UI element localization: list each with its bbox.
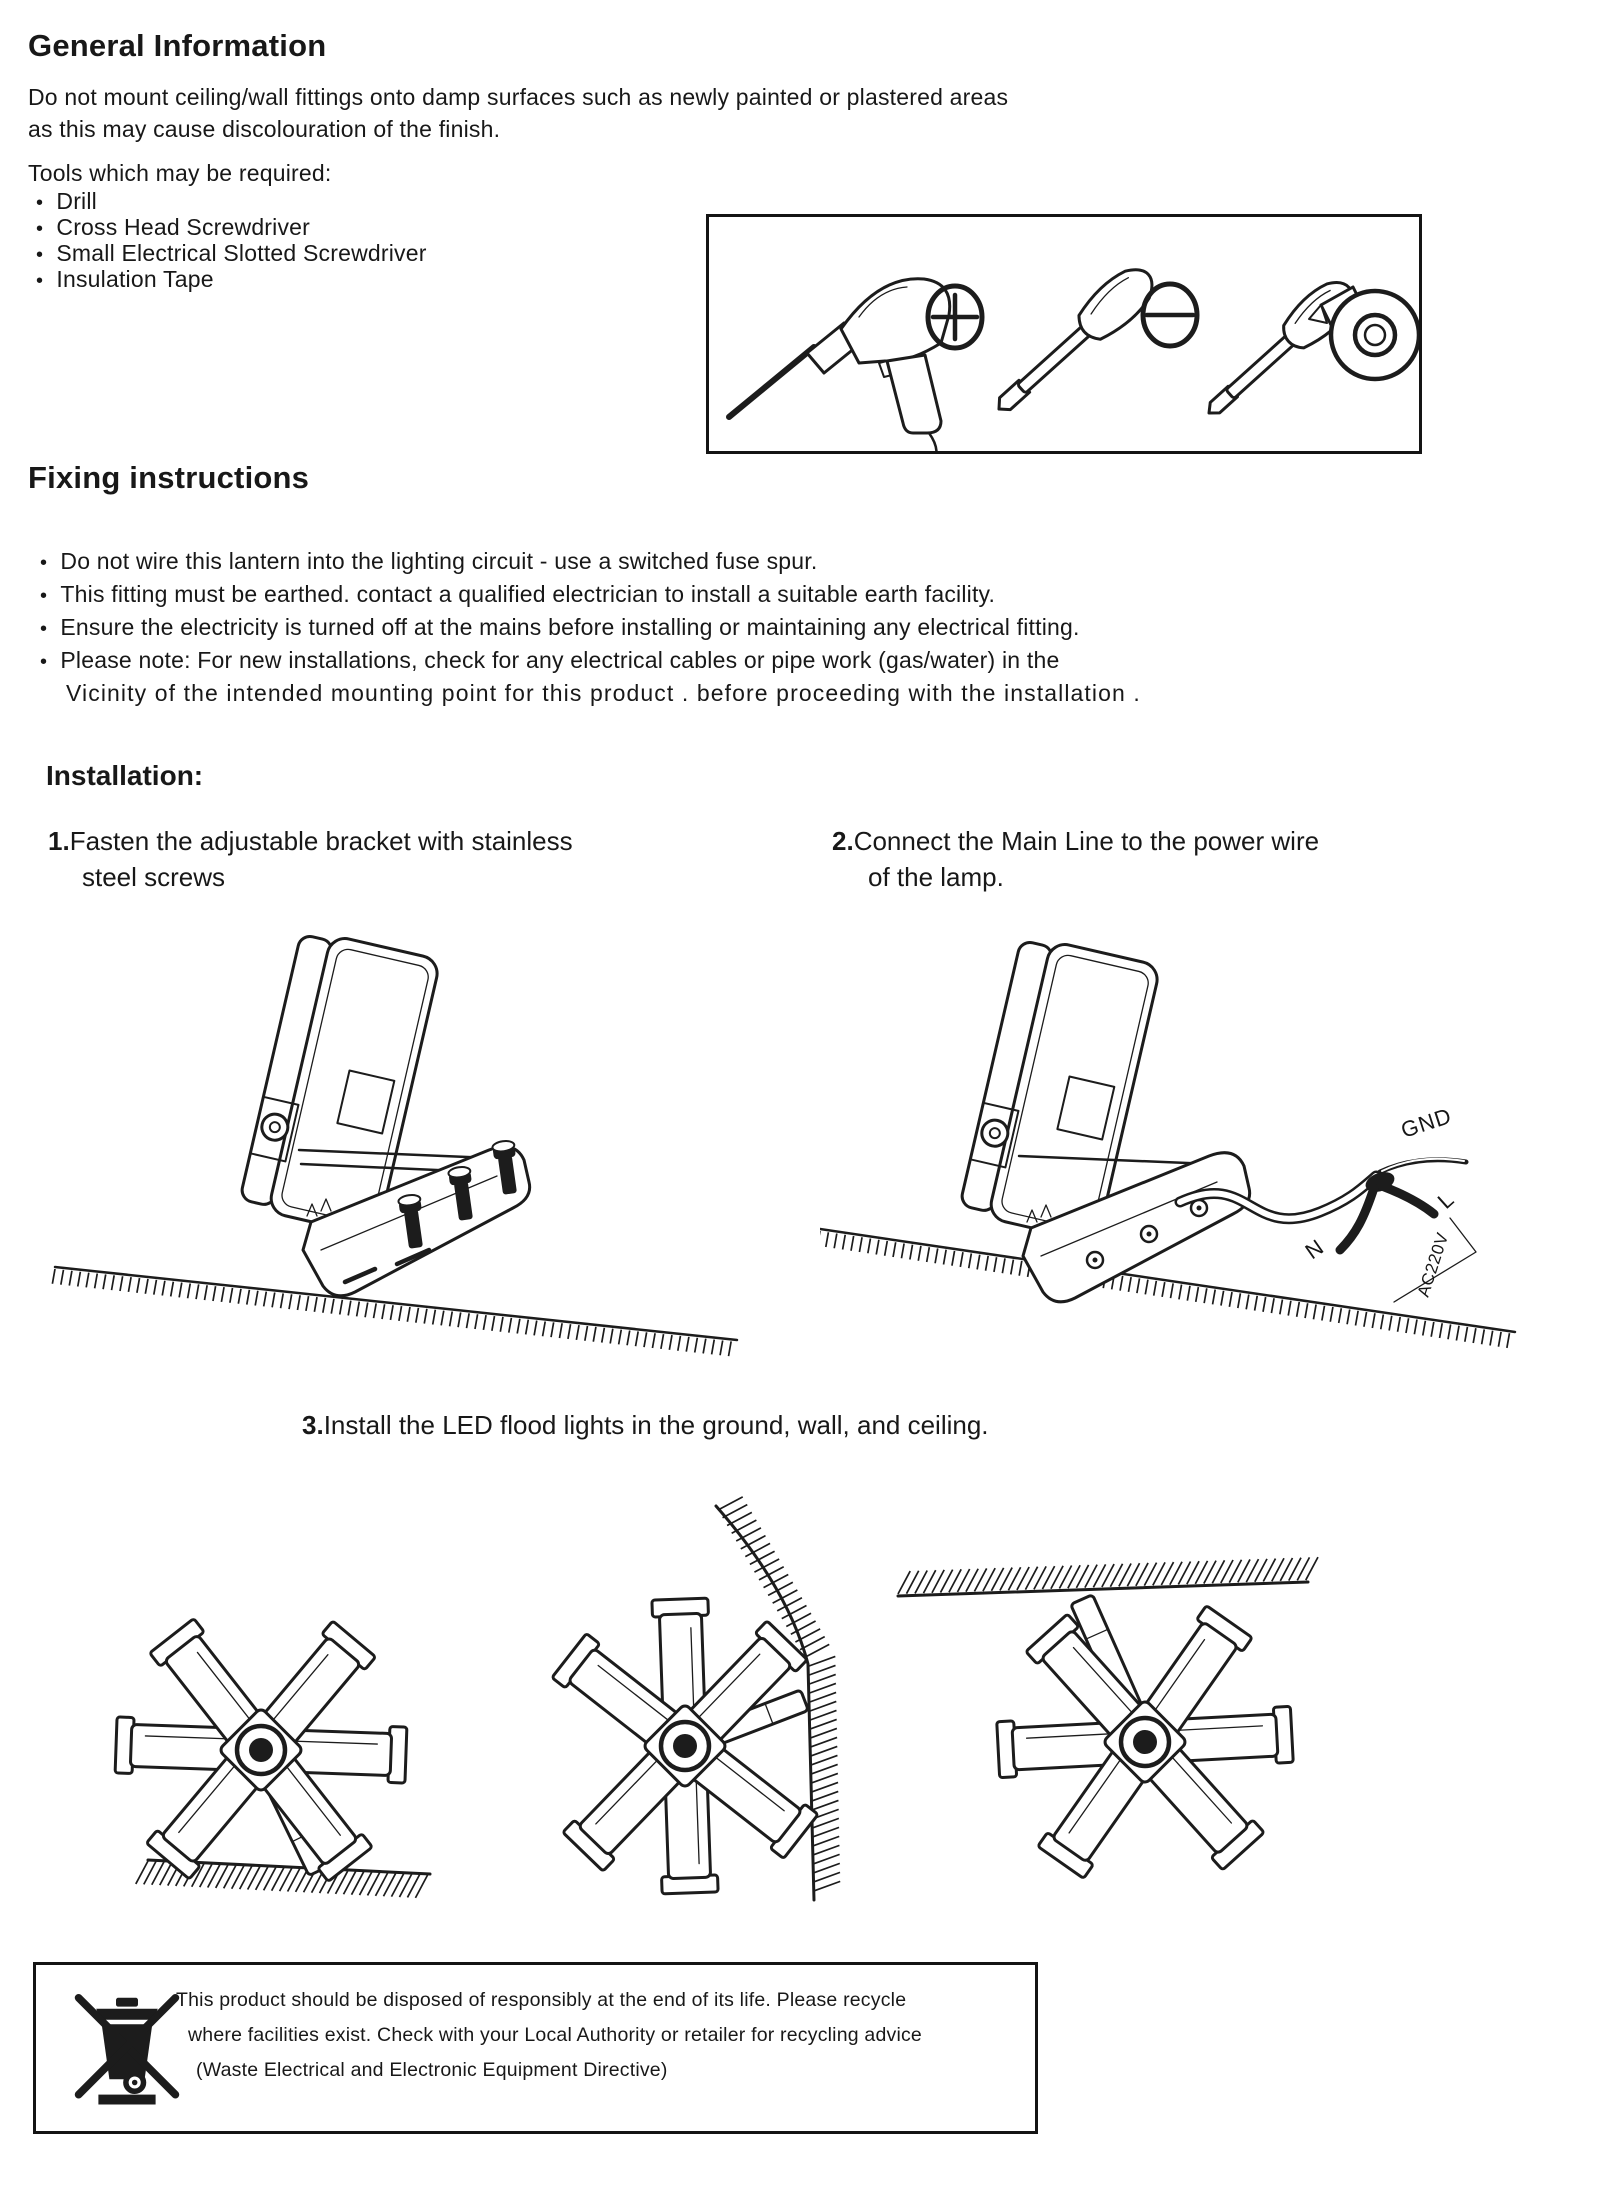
fixing-bullet-4: • Please note: For new installations, check for any electrical cables or pipe work (gas/water) in the	[40, 647, 1060, 673]
general-information-heading: General Information	[28, 28, 327, 63]
tool-item-cross-head-screwdriver: • Cross Head Screwdriver	[36, 214, 311, 240]
installation-heading: Installation:	[46, 760, 204, 791]
drill-icon	[729, 279, 950, 451]
fixing-bullet-3: • Ensure the electricity is turned off at the mains before installing or maintaining any electrical fitting.	[40, 614, 1080, 640]
bullet-dot: •	[36, 244, 44, 266]
step3-text: 3.Install the LED flood lights in the ground, wall, and ceiling.	[302, 1410, 989, 1440]
recycle-text-line2: where facilities exist. Check with your Local Authority or retailer for recycling advice	[188, 2024, 922, 2046]
weee-crossed-bin-icon	[72, 1981, 182, 2107]
live-wire	[1382, 1186, 1434, 1214]
cross-head-symbol-icon	[928, 286, 982, 348]
tool-item-drill: • Drill	[36, 188, 97, 214]
fixing-instructions-heading: Fixing instructions	[28, 460, 310, 495]
tools-required-title: Tools which may be required:	[28, 160, 332, 186]
fixing-bullet-4-cont: Vicinity of the intended mounting point for this product . before proceeding with the installation .	[66, 680, 1141, 706]
ground-mount-diagram	[78, 1488, 518, 1928]
tool-item-slotted-screwdriver: • Small Electrical Slotted Screwdriver	[36, 240, 427, 266]
bullet-dot: •	[36, 270, 44, 292]
recycle-notice-box	[33, 1962, 1038, 2134]
step2-text-line2: of the lamp.	[868, 862, 1004, 892]
floodlight-with-bracket	[958, 934, 1249, 1302]
fixing-bullet-2: • This fitting must be earthed. contact a qualified electrician to install a suitable earth facility.	[40, 581, 996, 607]
step1-text-line1: 1.Fasten the adjustable bracket with stainless	[48, 826, 573, 856]
slotted-head-symbol-icon	[1143, 284, 1197, 346]
recycle-text-line3: (Waste Electrical and Electronic Equipment Directive)	[196, 2059, 668, 2081]
tools-illustration	[709, 217, 1419, 451]
tool-item-insulation-tape: • Insulation Tape	[36, 266, 214, 292]
live-label: L	[1432, 1186, 1460, 1214]
gnd-label: GND	[1397, 1102, 1455, 1143]
general-paragraph-line2: as this may cause discolouration of the finish.	[28, 116, 501, 142]
bullet-dot: •	[36, 192, 44, 214]
ground-line	[55, 1267, 737, 1340]
fixing-bullet-1: • Do not wire this lantern into the lighting circuit - use a switched fuse spur.	[40, 548, 818, 574]
bullet-dot: •	[36, 218, 44, 240]
step2-text-line1: 2.Connect the Main Line to the power wire	[832, 826, 1320, 856]
voltage-label: AC220V	[1413, 1230, 1453, 1300]
ground-hatching	[52, 1269, 731, 1356]
step2-wiring-illustration	[820, 920, 1520, 1390]
tools-illustration-box	[706, 214, 1422, 454]
ceiling-mount-diagram	[880, 1524, 1380, 1944]
cross-head-screwdriver-icon	[985, 258, 1163, 425]
step1-text-line2: steel screws	[82, 862, 226, 892]
general-paragraph-line1: Do not mount ceiling/wall fittings onto damp surfaces such as newly painted or plastered areas	[28, 84, 1009, 110]
recycle-text-line1: This product should be disposed of responsibly at the end of its life. Please recycle	[176, 1989, 907, 2011]
step1-floodlight-bracket-illustration	[45, 920, 745, 1390]
neutral-label: N	[1300, 1233, 1329, 1265]
